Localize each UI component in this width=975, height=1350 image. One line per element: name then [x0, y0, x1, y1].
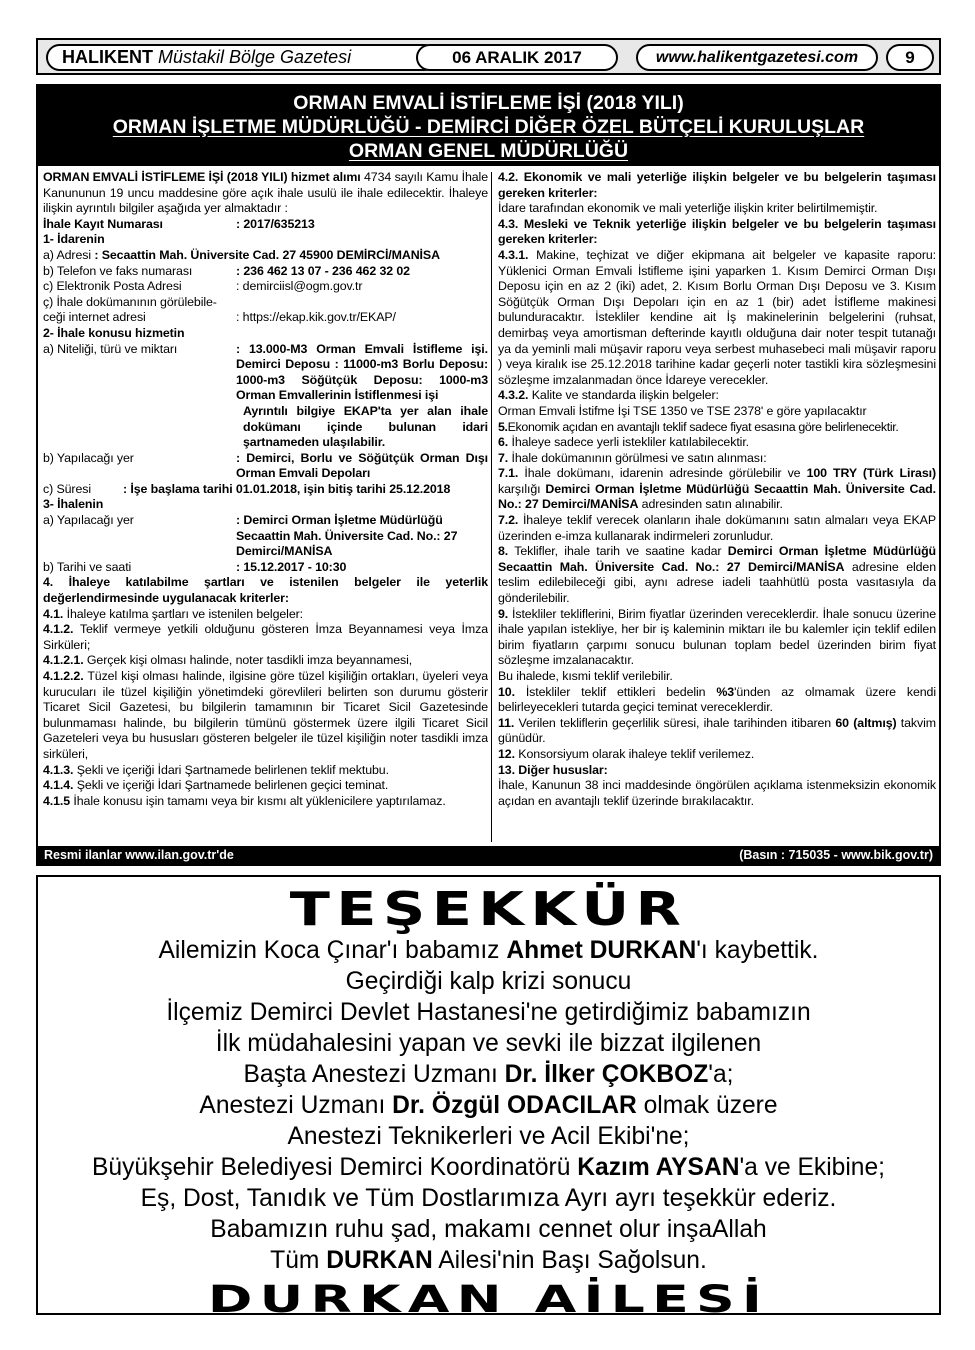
- masthead: [36, 38, 941, 75]
- p6: [498, 435, 936, 451]
- yapilacak-value: : Demirci, Borlu ve Söğütçük Orman Dışı Orman Emvali Depoları: [236, 450, 488, 481]
- eposta-value[interactable]: : demirciisl@ogm.gov.tr: [236, 279, 363, 294]
- l6-c: olmak üzere: [643, 1092, 778, 1119]
- thanks-line-7: Anestezi Teknikerleri ve Acil Ekibi'ne;: [287, 1123, 690, 1150]
- paper-name-pill: [46, 44, 438, 71]
- p4-1-5: [43, 794, 488, 810]
- dokuman-url[interactable]: : https://ekap.kik.gov.tr/EKAP/: [236, 310, 396, 325]
- tarih-label: b) Tarihi ve saati: [43, 559, 132, 574]
- nitelik-value: : 13.000-M3 Orman Emvali İstifleme işi. Demirci Deposu : 11000-m3 Borlu Deposu: 1000-m3 Söğütçük Deposu: 1000-m3 Orman Emvallerinin İstiflenmesi işi: [236, 341, 488, 403]
- p7-text: İhale dokümanının görülmesi ve satın alınması:: [511, 450, 767, 465]
- p11-a: Verilen tekliflerin geçerlilik süresi, ihale tarihinden itibaren: [518, 715, 832, 730]
- header-line-3: ORMAN GENEL MÜDÜRLÜĞÜ: [348, 140, 629, 162]
- p4-1-5-num: 4.1.5: [43, 793, 71, 808]
- suresi-row: [43, 482, 488, 498]
- thanks-body: [38, 935, 939, 1276]
- p7-1-c: karşılığı: [498, 481, 541, 496]
- yapilacak-row: [43, 451, 488, 482]
- suresi-value: : İşe başlama tarihi 01.01.2018, işin bitiş tarihi 25.12.2018: [123, 481, 451, 496]
- p5-text: Ekonomik açıdan en avantajlı teklif sadece fiyat esasına göre belirlenecektir.: [507, 419, 899, 434]
- thanks-line-11: [38, 1245, 939, 1276]
- p9-num: 9.: [498, 606, 509, 621]
- adres-row: [43, 248, 488, 264]
- l1-c: 'ı kaybettik.: [696, 937, 819, 964]
- l8-c: 'a ve Ekibine;: [739, 1154, 885, 1181]
- section-2-title: 2- İhale konusu hizmetin: [43, 325, 185, 340]
- l5-name: Dr. İlker ÇOKBOZ: [504, 1061, 709, 1088]
- dokuman-row: [43, 310, 488, 326]
- paper-name: HALIKENT: [62, 47, 153, 67]
- tel-label: b) Telefon ve faks numarası: [43, 263, 193, 278]
- issue-date: 06 ARALIK 2017: [416, 44, 618, 71]
- p4-1-4-num: 4.1.4.: [43, 778, 74, 793]
- thank-you-notice: [36, 875, 941, 1321]
- kayit-value: : 2017/635213: [236, 216, 315, 231]
- tender-announcement: [36, 84, 941, 866]
- l1-a: Ailemizin Koca Çınar'ı babamız: [158, 937, 500, 964]
- p4-1-2-1: [43, 653, 488, 669]
- left-column: [43, 170, 488, 844]
- p7: [498, 451, 936, 467]
- p4-3-2-detail: Orman Emvali İstifme İşi TSE 1350 ve TSE 2378' e göre yapılacaktır: [498, 403, 867, 418]
- page-number: 9: [886, 44, 934, 71]
- announcement-footer: [38, 846, 939, 864]
- nitelik-note: Ayrıntılı bilgiye EKAP'ta yer alan ihale dokümanı içinde bulunan idari şartnameden ulaşılabilir.: [243, 403, 488, 450]
- p7-2: [498, 513, 936, 544]
- p5-num: 5.: [498, 419, 508, 434]
- p12-text: Konsorsiyum olarak ihaleye teklif verilemez.: [518, 746, 755, 761]
- p4-1: [43, 607, 488, 623]
- footer-basin-ref: (Basın : 715035 - www.bik.gov.tr): [739, 848, 933, 862]
- nitelik-note-row: [43, 404, 488, 451]
- p4-3-1: [498, 248, 936, 388]
- l6-a: Anestezi Uzmanı: [199, 1092, 386, 1119]
- p13-head: Diğer hususlar:: [518, 762, 608, 777]
- p4-1-3: [43, 763, 488, 779]
- kayit-label: İhale Kayıt Numarası: [43, 216, 163, 231]
- intro-bold: ORMAN EMVALİ İSTİFLEME İŞİ (2018 YILI) hizmet alımı: [43, 170, 361, 184]
- l11-name: DURKAN: [326, 1247, 433, 1274]
- nitelik-row: [43, 342, 488, 404]
- thanks-line-6: [38, 1090, 939, 1121]
- l11-a: Tüm: [270, 1247, 320, 1274]
- tarih-row: [43, 560, 488, 576]
- p4-2-text: İdare tarafından ekonomik ve mali yeterliğe ilişkin kriter belirtilmemiştir.: [498, 201, 878, 216]
- adres-label: a) Adresi: [43, 247, 91, 262]
- p8: [498, 544, 936, 606]
- intro-paragraph: [43, 170, 488, 217]
- p7-2-num: 7.2.: [498, 513, 519, 528]
- p10-num: 10.: [498, 684, 515, 699]
- p4-1-2: [43, 622, 488, 653]
- p4-1-2-1-text: Gerçek kişi olması halinde, noter tasdikli imza beyannamesi,: [86, 653, 413, 668]
- p6-num: 6.: [498, 435, 509, 450]
- thanks-signature: DURKAN AİLESİ: [207, 1278, 770, 1321]
- p9-partial: Bu ihalede, kısmi teklif verilebilir.: [498, 669, 673, 683]
- column-divider: [491, 172, 492, 842]
- p4-1-2-2: [43, 669, 488, 763]
- thanks-line-5: [38, 1059, 939, 1090]
- l11-c: Ailesi'nin Başı Sağolsun.: [438, 1247, 707, 1274]
- p4-1-num: 4.1.: [43, 606, 64, 621]
- p12-num: 12.: [498, 746, 515, 761]
- p7-1-a: İhale dokümanı, idarenin adresinde görülebilir ve: [524, 466, 801, 481]
- thanks-line-1: [38, 935, 939, 966]
- dokuman-label-2: ceği internet adresi: [43, 310, 146, 325]
- p7-1-address: Demirci Orman İşletme Müdürlüğü Secaattin Mah. Üniversite Cad. No.: 27 Demirci/MANİSA: [498, 481, 936, 512]
- p4-3-head: 4.3. Mesleki ve Teknik yeterliğe ilişkin belgeler ve bu belgelerin taşıması gereken kriterler:: [498, 216, 936, 247]
- thanks-line-2: Geçirdiği kalp krizi sonucu: [345, 968, 632, 995]
- p4-2-head: 4.2. Ekonomik ve mali yeterliğe ilişkin belgeler ve bu belgelerin taşıması gereken kriterler:: [498, 170, 936, 200]
- p4-3-2-text: Kalite ve standarda ilişkin belgeler:: [531, 388, 719, 403]
- p7-1-num: 7.1.: [498, 466, 519, 481]
- adres-value: : Secaattin Mah. Üniversite Cad. 27 45900 DEMİRCİ/MANİSA: [94, 247, 440, 262]
- thanks-line-9: Eş, Dost, Tanıdık ve Tüm Dostlarımıza Ayrı ayrı teşekkür ederiz.: [140, 1185, 837, 1212]
- thanks-line-4: İlk müdahalesini yapan ve sevki ile bizzat ilgilenen: [215, 1030, 762, 1057]
- thanks-line-3: İlçemiz Demirci Devlet Hastanesi'ne getirdiğimiz babamızın: [166, 999, 811, 1026]
- l1-name: Ahmet DURKAN: [506, 937, 697, 964]
- p11-days: 60 (altmış): [835, 715, 897, 730]
- p12: [498, 747, 936, 763]
- header-line-2: ORMAN İŞLETME MÜDÜRLÜĞÜ - DEMİRCİ DİĞER ÖZEL BÜTÇELİ KURULUŞLAR: [112, 116, 865, 138]
- dokuman-label-1: ç) İhale dokümanının görülebile-: [43, 294, 217, 309]
- website-link[interactable]: www.halikentgazetesi.com: [636, 44, 878, 71]
- l5-c: 'a;: [708, 1061, 734, 1088]
- p4-3-2-num: 4.3.2.: [498, 388, 529, 403]
- kayit-row: [43, 217, 488, 233]
- p4-1-2-2-text: Tüzel kişi olması halinde, ilgisine göre tüzel kişiliğin ortakları, üyeleri veya kurucuları ile tüzel kişiliğin yönetimdeki görevlileri belirten son durumu gösterir Ticaret Sicil Gazetesi, bu bilgilerin tamamının bir Ticaret Sicil Gazetesinde bulunmaması halinde, bu bilgilerin tümünü göstermek üzere ilgili Ticaret Sicil Gazeteleri veya bu hususları gösteren belgeler ile tüzel kişiliğin noter tasdikli imza sirküleri,: [43, 669, 488, 761]
- p4-1-text: İhaleye katılma şartları ve istenilen belgeler:: [66, 606, 303, 621]
- p10-a: İstekliler teklif ettikleri bedelin: [525, 684, 706, 699]
- p4-1-3-num: 4.1.3.: [43, 762, 74, 777]
- p4-1-2-1-num: 4.1.2.1.: [43, 653, 84, 668]
- p9: [498, 607, 936, 669]
- l8-a: Büyükşehir Belediyesi Demirci Koordinatörü: [92, 1154, 571, 1181]
- thanks-line-8: [38, 1152, 939, 1183]
- l8-name: Kazım AYSAN: [577, 1154, 740, 1181]
- p13-text: İhale, Kanunun 38 inci maddesinde öngörülen açıklama istenmeksizin ekonomik açıdan en avantajlı teklif üzerinde bırakılacaktır.: [498, 778, 936, 808]
- l5-a: Başta Anestezi Uzmanı: [243, 1061, 498, 1088]
- p4-1-5-text: İhale konusu işin tamamı veya bir kısmı alt yüklenicilere yaptırılamaz.: [73, 793, 446, 808]
- tarih-value: : 15.12.2017 - 10:30: [236, 559, 347, 574]
- eposta-label: c) Elektronik Posta Adresi: [43, 279, 182, 294]
- p11-c: takvim günüdür.: [498, 715, 936, 746]
- p4-3-1-text: Makine, teçhizat ve diğer ekipmana ait belgeler ve kapasite raporu: Yüklenici Orman Emvali İstifleme işini yaparken 1. Kısım Demirci Orman Dışı Deposu için en az 2 (iki) adet, 2. Kısım Borlu Orman Dışı Deposu ve 3. Kısım Söğütçük Orman Dışı Depoları için en az 1 (bir) adet İstifleme makinesi bulunduracaktır. İstekliler kendine ait İş makinelerinin belgelerini (ruhsat, demirbaş veya amortisman defterinde kayıtlı olduğuna dair noter tespit tutanağı ya da yeminli mali müşavir raporu veya serbest muhasebeci mali müşavir raporu ) veya kiralık ise 25.12.2018 tarihine kadar geçerli noter tastikli kira sözleşmesini sözleşme imzalanmadan önce İdareye verecekler.: [498, 247, 936, 387]
- p8-num: 8.: [498, 544, 509, 559]
- yapilacak-label: b) Yapılacağı yer: [43, 450, 134, 465]
- paper-subtitle: Müstakil Bölge Gazetesi: [158, 47, 352, 67]
- tel-row: [43, 264, 488, 280]
- p9-text: İstekliler tekliflerini, Birim fiyatlar üzerinden vereceklerdir. İhale sonucu üzerine ihale yapılan istekliye, her bir iş kaleminin miktarı ile bu kalemler için teklif edilen birim fiyatların çarpımı sonucu bulunan toplam bedel üzerinden birim fiyat sözleşme imzalanacaktır.: [498, 606, 936, 668]
- p10: [498, 685, 936, 716]
- thanks-title: TEŞEKKÜR: [289, 882, 688, 936]
- nitelik-label: a) Niteliği, türü ve miktarı: [43, 341, 178, 356]
- thanks-line-10: Babamızın ruhu şad, makamı cennet olur inşaAllah: [210, 1216, 767, 1243]
- eposta-row: [43, 279, 488, 295]
- p8-address: Demirci Orman İşletme Müdürlüğü Secaattin Mah. Üniversite Cad. No.: 27 Demirci/MANİSA: [498, 544, 936, 574]
- intro-text: 4734 sayılı Kamu İhale Kanununun 19 uncu maddesine göre açık ihale usulü ile ihale edilecektir. İhaleye ilişkin ayrıntılı bilgiler aşağıda yer almaktadır :: [43, 170, 488, 216]
- p7-2-text: İhaleye teklif verecek olanların ihale dokümanını satın almaları veya EKAP üzerinden e-imza kullanarak indirmeleri zorunludur.: [498, 513, 936, 543]
- p4-1-4-text: Şekli ve içeriği İdari Şartnamede belirlenen geçici teminat.: [76, 778, 389, 793]
- right-column: [498, 170, 936, 844]
- p11: [498, 716, 936, 747]
- p7-1-e: adresinden satın alınabilir.: [641, 497, 783, 512]
- section-1-title: 1- İdarenin: [43, 232, 105, 247]
- suresi-label: c) Süresi: [43, 481, 91, 496]
- p7-num: 7.: [498, 450, 509, 465]
- p4-3-2: [498, 388, 936, 404]
- p4-1-3-text: Şekli ve içeriği İdari Şartnamede belirlenen teklif mektubu.: [76, 762, 389, 777]
- p4-1-2-num: 4.1.2.: [43, 622, 74, 637]
- p7-1-price: 100 TRY (Türk Lirası): [806, 466, 936, 481]
- p13-num: 13.: [498, 762, 515, 777]
- p4-1-2-2-num: 4.1.2.2.: [43, 669, 84, 683]
- tel-value: : 236 462 13 07 - 236 462 32 02: [236, 263, 410, 278]
- p5: [498, 420, 936, 436]
- p4-1-2-text: Teklif vermeye yetkili olduğunu gösteren İmza Beyannamesi veya İmza Sirküleri;: [43, 622, 488, 652]
- p6-text: İhaleye sadece yerli istekliler katılabilecektir.: [511, 435, 750, 450]
- footer-ilan-link[interactable]: Resmi ilanlar www.ilan.gov.tr'de: [44, 848, 234, 862]
- p8-c: adresine elden teslim edilebileceği gibi, aynı adrese iadeli taahhütlü posta vasıtasıyla da gönderilebilir.: [498, 559, 936, 606]
- ihale-yer-label: a) Yapılacağı yer: [43, 513, 134, 528]
- section-4-title: 4. İhaleye katılabilme şartları ve istenilen belgeler ile yeterlik değerlendirmesinde uygulanacak kriterler:: [43, 575, 488, 606]
- header-line-1: ORMAN EMVALİ İSTİFLEME İŞİ (2018 YILI): [293, 92, 684, 114]
- p13: [498, 763, 936, 779]
- p10-percent: %3: [716, 684, 735, 699]
- announcement-header: [38, 86, 939, 166]
- p10-c: 'ünden az olmamak üzere kendi belirleyecekleri tutarda geçici teminat vereceklerdir.: [498, 684, 936, 715]
- p8-a: Teklifler, ihale tarih ve saatine kadar: [514, 544, 722, 559]
- l6-name: Dr. Özgül ODACILAR: [392, 1092, 637, 1119]
- p11-num: 11.: [498, 715, 515, 730]
- ihale-yer-value: : Demirci Orman İşletme Müdürlüğü Secaattin Mah. Üniversite Cad. No.: 27 Demirci/MANİSA: [236, 513, 458, 559]
- p7-1: [498, 466, 936, 513]
- ihale-yer-row: [43, 513, 488, 560]
- p4-3-1-num: 4.3.1.: [498, 247, 529, 262]
- section-3-title: 3- İhalenin: [43, 497, 104, 512]
- p4-1-4: [43, 778, 488, 794]
